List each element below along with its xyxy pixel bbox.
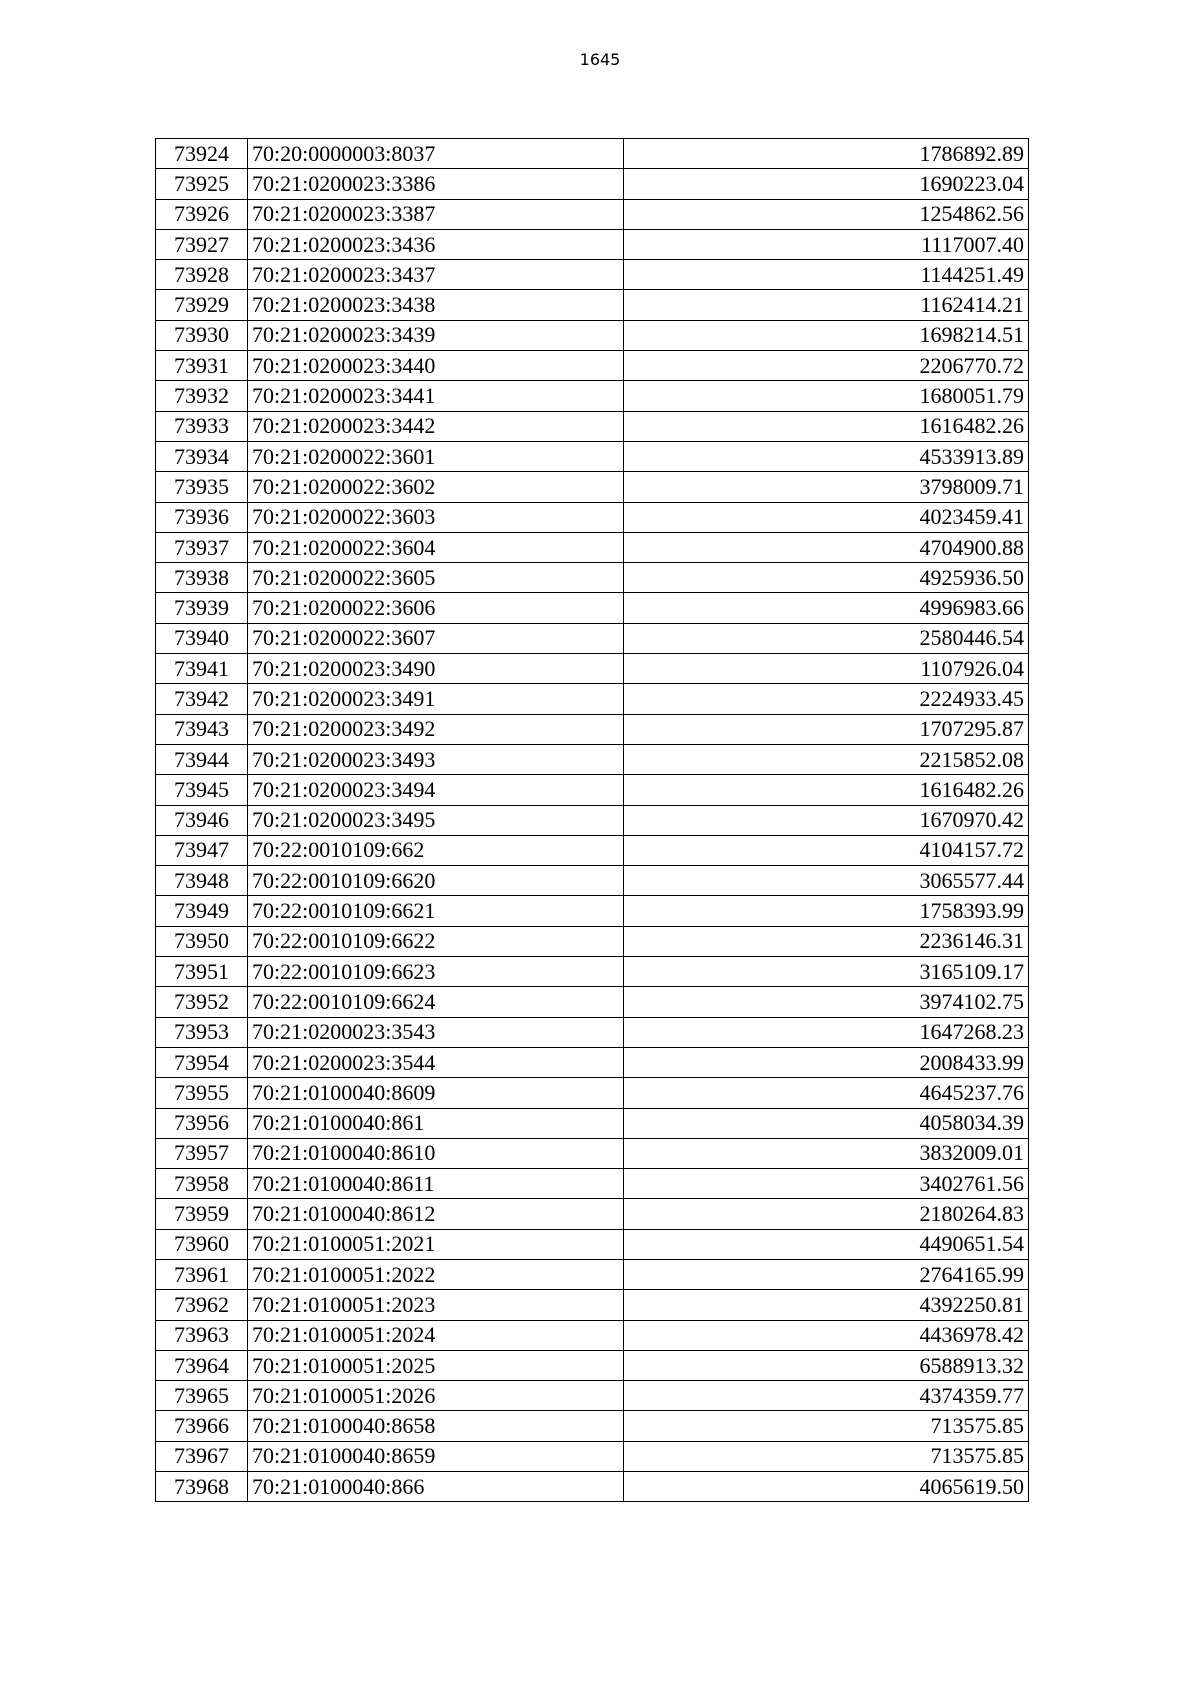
cadastral-number-cell: 70:21:0100040:8612 (248, 1199, 624, 1229)
table-row (156, 502, 1029, 532)
cadastral-number-cell: 70:21:0200023:3493 (248, 744, 624, 774)
row-number-cell: 73926 (156, 199, 248, 229)
cadastral-number-cell: 70:21:0200022:3603 (248, 502, 624, 532)
cadastral-number-cell: 70:21:0200023:3440 (248, 351, 624, 381)
cadastral-value-cell: 4374359.77 (624, 1381, 1029, 1411)
table-row (156, 1169, 1029, 1199)
table-row (156, 381, 1029, 411)
cadastral-number-cell: 70:21:0100051:2024 (248, 1320, 624, 1350)
table-row (156, 229, 1029, 259)
cadastral-number-cell: 70:21:0200022:3604 (248, 532, 624, 562)
row-number-cell: 73937 (156, 532, 248, 562)
row-number-cell: 73959 (156, 1199, 248, 1229)
table-row (156, 351, 1029, 381)
table-row (156, 623, 1029, 653)
table-row (156, 139, 1029, 169)
cadastral-number-cell: 70:21:0200023:3436 (248, 229, 624, 259)
cadastral-value-cell: 3974102.75 (624, 987, 1029, 1017)
cadastral-value-cell: 4065619.50 (624, 1472, 1029, 1502)
cadastral-value-cell: 6588913.32 (624, 1350, 1029, 1380)
table-row (156, 199, 1029, 229)
cadastral-number-cell: 70:22:0010109:6624 (248, 987, 624, 1017)
cadastral-value-cell: 4436978.42 (624, 1320, 1029, 1350)
cadastral-value-cell: 1144251.49 (624, 260, 1029, 290)
table-body (156, 139, 1029, 1502)
cadastral-number-cell: 70:21:0100051:2026 (248, 1381, 624, 1411)
cadastral-value-cell: 4392250.81 (624, 1290, 1029, 1320)
cadastral-value-cell: 1698214.51 (624, 320, 1029, 350)
cadastral-value-cell: 4996983.66 (624, 593, 1029, 623)
cadastral-number-cell: 70:22:0010109:662 (248, 835, 624, 865)
row-number-cell: 73945 (156, 775, 248, 805)
cadastral-number-cell: 70:21:0100040:861 (248, 1108, 624, 1138)
table-row (156, 1381, 1029, 1411)
table-row (156, 532, 1029, 562)
table-row (156, 654, 1029, 684)
row-number-cell: 73939 (156, 593, 248, 623)
cadastral-value-cell: 4058034.39 (624, 1108, 1029, 1138)
cadastral-value-cell: 4925936.50 (624, 563, 1029, 593)
cadastral-value-cell: 713575.85 (624, 1411, 1029, 1441)
cadastral-value-cell: 1707295.87 (624, 714, 1029, 744)
table-row (156, 320, 1029, 350)
cadastral-value-cell: 1647268.23 (624, 1017, 1029, 1047)
row-number-cell: 73950 (156, 926, 248, 956)
row-number-cell: 73940 (156, 623, 248, 653)
row-number-cell: 73962 (156, 1290, 248, 1320)
cadastral-value-cell: 3065577.44 (624, 866, 1029, 896)
row-number-cell: 73948 (156, 866, 248, 896)
table-row (156, 563, 1029, 593)
table-row (156, 1441, 1029, 1471)
cadastral-number-cell: 70:21:0100051:2025 (248, 1350, 624, 1380)
table-row (156, 744, 1029, 774)
row-number-cell: 73936 (156, 502, 248, 532)
row-number-cell: 73928 (156, 260, 248, 290)
row-number-cell: 73944 (156, 744, 248, 774)
row-number-cell: 73957 (156, 1138, 248, 1168)
row-number-cell: 73935 (156, 472, 248, 502)
cadastral-value-cell: 1254862.56 (624, 199, 1029, 229)
cadastral-number-cell: 70:21:0200023:3491 (248, 684, 624, 714)
cadastral-number-cell: 70:21:0200023:3437 (248, 260, 624, 290)
cadastral-number-cell: 70:21:0200022:3606 (248, 593, 624, 623)
cadastral-value-cell: 2215852.08 (624, 744, 1029, 774)
cadastral-number-cell: 70:21:0200022:3601 (248, 441, 624, 471)
table-row (156, 684, 1029, 714)
table-row (156, 169, 1029, 199)
cadastral-value-cell: 1786892.89 (624, 139, 1029, 169)
cadastral-value-cell: 4704900.88 (624, 532, 1029, 562)
table-row (156, 472, 1029, 502)
cadastral-value-cell: 3165109.17 (624, 957, 1029, 987)
cadastral-value-cell: 4490651.54 (624, 1229, 1029, 1259)
row-number-cell: 73955 (156, 1078, 248, 1108)
table-row (156, 1199, 1029, 1229)
row-number-cell: 73954 (156, 1047, 248, 1077)
row-number-cell: 73925 (156, 169, 248, 199)
cadastral-number-cell: 70:21:0100051:2023 (248, 1290, 624, 1320)
cadastral-number-cell: 70:21:0200023:3490 (248, 654, 624, 684)
cadastral-number-cell: 70:21:0200023:3387 (248, 199, 624, 229)
row-number-cell: 73929 (156, 290, 248, 320)
row-number-cell: 73965 (156, 1381, 248, 1411)
cadastral-number-cell: 70:20:0000003:8037 (248, 139, 624, 169)
table-row (156, 1047, 1029, 1077)
cadastral-number-cell: 70:21:0100040:8659 (248, 1441, 624, 1471)
cadastral-value-cell: 2764165.99 (624, 1259, 1029, 1289)
row-number-cell: 73943 (156, 714, 248, 744)
cadastral-number-cell: 70:21:0200023:3544 (248, 1047, 624, 1077)
table-row (156, 1320, 1029, 1350)
cadastral-number-cell: 70:21:0100051:2022 (248, 1259, 624, 1289)
cadastral-value-cell: 1616482.26 (624, 775, 1029, 805)
cadastral-value-cell: 1758393.99 (624, 896, 1029, 926)
cadastral-value-cell: 2206770.72 (624, 351, 1029, 381)
table-row (156, 1017, 1029, 1047)
row-number-cell: 73967 (156, 1441, 248, 1471)
cadastral-number-cell: 70:21:0200022:3607 (248, 623, 624, 653)
table-row (156, 1138, 1029, 1168)
row-number-cell: 73966 (156, 1411, 248, 1441)
cadastral-number-cell: 70:22:0010109:6621 (248, 896, 624, 926)
cadastral-number-cell: 70:22:0010109:6622 (248, 926, 624, 956)
cadastral-number-cell: 70:21:0100040:8658 (248, 1411, 624, 1441)
row-number-cell: 73933 (156, 411, 248, 441)
cadastral-value-cell: 3798009.71 (624, 472, 1029, 502)
table-row (156, 441, 1029, 471)
row-number-cell: 73951 (156, 957, 248, 987)
row-number-cell: 73949 (156, 896, 248, 926)
row-number-cell: 73953 (156, 1017, 248, 1047)
table-row (156, 1472, 1029, 1502)
cadastral-number-cell: 70:21:0200023:3386 (248, 169, 624, 199)
cadastral-number-cell: 70:22:0010109:6620 (248, 866, 624, 896)
table-row (156, 866, 1029, 896)
cadastral-value-cell: 1107926.04 (624, 654, 1029, 684)
page-number: 1645 (579, 50, 621, 69)
row-number-cell: 73964 (156, 1350, 248, 1380)
table-row (156, 987, 1029, 1017)
cadastral-number-cell: 70:21:0200023:3441 (248, 381, 624, 411)
table-row (156, 260, 1029, 290)
cadastral-value-cell: 713575.85 (624, 1441, 1029, 1471)
cadastral-value-cell: 4533913.89 (624, 441, 1029, 471)
cadastral-number-cell: 70:22:0010109:6623 (248, 957, 624, 987)
row-number-cell: 73924 (156, 139, 248, 169)
cadastral-value-cell: 4104157.72 (624, 835, 1029, 865)
table-row (156, 1108, 1029, 1138)
cadastral-number-cell: 70:21:0200023:3494 (248, 775, 624, 805)
table-row (156, 290, 1029, 320)
row-number-cell: 73947 (156, 835, 248, 865)
cadastral-value-cell: 3832009.01 (624, 1138, 1029, 1168)
table-row (156, 714, 1029, 744)
row-number-cell: 73931 (156, 351, 248, 381)
cadastral-value-cell: 1162414.21 (624, 290, 1029, 320)
row-number-cell: 73956 (156, 1108, 248, 1138)
cadastral-value-cell: 1117007.40 (624, 229, 1029, 259)
row-number-cell: 73952 (156, 987, 248, 1017)
table-row (156, 835, 1029, 865)
table-row (156, 1350, 1029, 1380)
row-number-cell: 73942 (156, 684, 248, 714)
cadastral-number-cell: 70:21:0200023:3442 (248, 411, 624, 441)
row-number-cell: 73934 (156, 441, 248, 471)
row-number-cell: 73930 (156, 320, 248, 350)
table-row (156, 1290, 1029, 1320)
cadastral-number-cell: 70:21:0200023:3439 (248, 320, 624, 350)
table-row (156, 805, 1029, 835)
cadastral-value-cell: 1616482.26 (624, 411, 1029, 441)
cadastral-value-cell: 2008433.99 (624, 1047, 1029, 1077)
cadastral-number-cell: 70:21:0100040:8611 (248, 1169, 624, 1199)
table-row (156, 1411, 1029, 1441)
table-row (156, 1229, 1029, 1259)
cadastral-number-cell: 70:21:0200023:3495 (248, 805, 624, 835)
table-row (156, 926, 1029, 956)
cadastral-number-cell: 70:21:0200023:3438 (248, 290, 624, 320)
cadastral-value-cell: 2180264.83 (624, 1199, 1029, 1229)
row-number-cell: 73968 (156, 1472, 248, 1502)
cadastral-value-cell: 3402761.56 (624, 1169, 1029, 1199)
table-row (156, 896, 1029, 926)
cadastral-value-cell: 1670970.42 (624, 805, 1029, 835)
table-row (156, 957, 1029, 987)
row-number-cell: 73941 (156, 654, 248, 684)
cadastral-value-cell: 4023459.41 (624, 502, 1029, 532)
row-number-cell: 73958 (156, 1169, 248, 1199)
cadastral-number-cell: 70:21:0200023:3492 (248, 714, 624, 744)
table-row (156, 411, 1029, 441)
cadastral-number-cell: 70:21:0100040:8609 (248, 1078, 624, 1108)
cadastral-value-cell: 4645237.76 (624, 1078, 1029, 1108)
cadastral-number-cell: 70:21:0100051:2021 (248, 1229, 624, 1259)
row-number-cell: 73961 (156, 1259, 248, 1289)
row-number-cell: 73927 (156, 229, 248, 259)
row-number-cell: 73960 (156, 1229, 248, 1259)
table-row (156, 775, 1029, 805)
cadastral-value-cell: 1680051.79 (624, 381, 1029, 411)
cadastral-value-table (155, 138, 1029, 1502)
cadastral-value-cell: 1690223.04 (624, 169, 1029, 199)
cadastral-value-cell: 2224933.45 (624, 684, 1029, 714)
row-number-cell: 73932 (156, 381, 248, 411)
table-row (156, 1078, 1029, 1108)
row-number-cell: 73963 (156, 1320, 248, 1350)
cadastral-value-cell: 2236146.31 (624, 926, 1029, 956)
cadastral-value-cell: 2580446.54 (624, 623, 1029, 653)
table-row (156, 1259, 1029, 1289)
table-row (156, 593, 1029, 623)
row-number-cell: 73938 (156, 563, 248, 593)
cadastral-number-cell: 70:21:0200022:3605 (248, 563, 624, 593)
cadastral-number-cell: 70:21:0100040:8610 (248, 1138, 624, 1168)
cadastral-number-cell: 70:21:0200023:3543 (248, 1017, 624, 1047)
row-number-cell: 73946 (156, 805, 248, 835)
cadastral-number-cell: 70:21:0100040:866 (248, 1472, 624, 1502)
cadastral-number-cell: 70:21:0200022:3602 (248, 472, 624, 502)
